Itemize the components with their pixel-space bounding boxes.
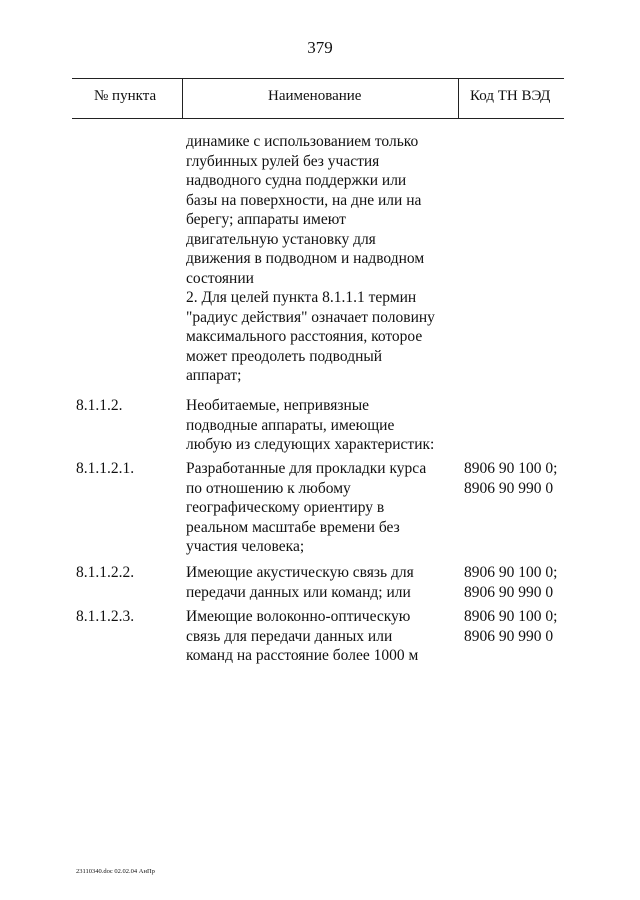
header-name: Наименование <box>268 88 362 104</box>
tn-ved-code: 8906 90 990 0 <box>464 479 554 497</box>
text-line: участия человека; <box>186 538 305 555</box>
page-number: 379 <box>307 38 333 57</box>
table-header-divider-2 <box>458 78 459 118</box>
continuation-text <box>186 132 456 386</box>
item-codes-8-1-1-2-1 <box>464 459 564 498</box>
tn-ved-code: 8906 90 100 0; <box>464 460 558 477</box>
item-codes-8-1-1-2-2 <box>464 563 564 602</box>
item-description-8-1-1-2 <box>186 396 456 455</box>
text-line: "радиус действия" означает половину <box>186 308 435 326</box>
tn-ved-code: 8906 90 100 0; <box>464 564 558 581</box>
text-line: по отношению к любому <box>186 479 351 497</box>
tn-ved-code: 8906 90 990 0 <box>464 583 554 601</box>
text-line: может преодолеть подводный <box>186 347 383 365</box>
text-line: Необитаемые, непривязные <box>186 397 370 414</box>
text-line: состоянии <box>186 269 254 287</box>
item-description-8-1-1-2-1 <box>186 459 456 557</box>
item-number-8-1-1-2-1: 8.1.1.2.1. <box>76 460 135 477</box>
header-number: № пункта <box>94 88 157 104</box>
text-line: 2. Для целей пункта 8.1.1.1 термин <box>186 289 417 306</box>
text-line: Имеющие акустическую связь для <box>186 564 414 581</box>
footer-file-reference: 23110340.doc 02.02.04 АнПр <box>76 868 155 875</box>
text-line: подводные аппараты, имеющие <box>186 416 395 434</box>
text-line: передачи данных или команд; или <box>186 583 411 601</box>
text-line: надводного судна поддержки или <box>186 172 407 189</box>
table-header-divider-1 <box>182 78 183 118</box>
table-header-bottom-rule <box>72 118 564 119</box>
text-line: базы на поверхности, на дне или на <box>186 191 422 209</box>
item-description-8-1-1-2-3 <box>186 607 456 666</box>
text-line: движения в подводном и надводном <box>186 250 425 267</box>
text-line: команд на расстояние более 1000 м <box>186 647 419 664</box>
item-number-8-1-1-2-2: 8.1.1.2.2. <box>76 564 135 581</box>
text-line: динамике с использованием только <box>186 133 419 150</box>
item-codes-8-1-1-2-3 <box>464 607 564 646</box>
text-line: двигательную установку для <box>186 230 376 248</box>
item-description-8-1-1-2-2 <box>186 563 456 602</box>
text-line: максимального расстояния, которое <box>186 328 423 345</box>
item-number-8-1-1-2-3: 8.1.1.2.3. <box>76 608 135 625</box>
tn-ved-code: 8906 90 990 0 <box>464 627 554 645</box>
text-line: любую из следующих характеристик: <box>186 436 435 453</box>
text-line: берегу; аппараты имеют <box>186 211 346 228</box>
text-line: аппарат; <box>186 367 242 384</box>
item-number-8-1-1-2: 8.1.1.2. <box>76 397 123 414</box>
text-line: географическому ориентиру в <box>186 499 385 516</box>
header-code: Код ТН ВЭД <box>470 88 551 104</box>
text-line: Разработанные для прокладки курса <box>186 460 427 477</box>
text-line: Имеющие волоконно-оптическую <box>186 608 411 625</box>
table-header-top-rule <box>72 78 564 79</box>
text-line: глубинных рулей без участия <box>186 152 380 170</box>
tn-ved-code: 8906 90 100 0; <box>464 608 558 625</box>
text-line: реальном масштабе времени без <box>186 518 400 536</box>
text-line: связь для передачи данных или <box>186 627 393 645</box>
